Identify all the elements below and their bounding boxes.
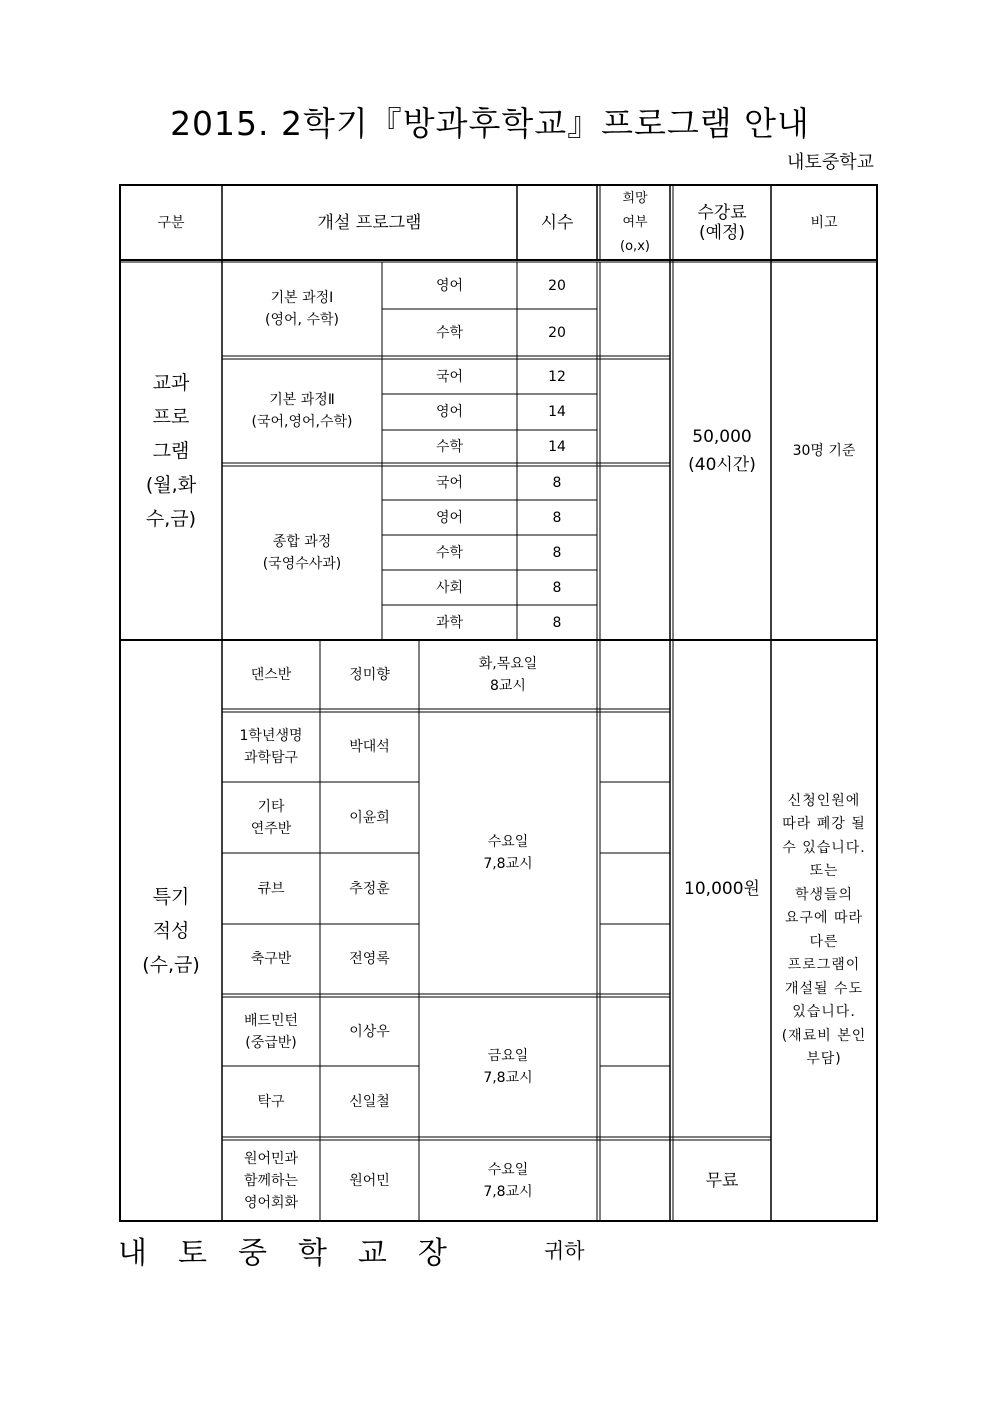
program-teacher: 정미향 [349, 666, 390, 683]
program-teacher: 전영록 [349, 951, 390, 967]
academic-label: 교과 프로 그램 (월,화 수,금) [145, 372, 197, 530]
program-name: 축구반 [250, 951, 292, 967]
program-name: 원어민과 함께하는 영어회화 [243, 1150, 299, 1211]
footer-principal: 내토중학교장 [118, 1236, 478, 1271]
program-name: 배드민턴 (중급반) [243, 1012, 299, 1051]
course2-name: 기본 과정Ⅱ (국어,영어,수학) [251, 392, 353, 430]
program-teacher: 추정훈 [349, 880, 390, 897]
academic-note: 30명 기준 [792, 443, 856, 459]
course1-name: 기본 과정Ⅰ (영어, 수학) [265, 290, 339, 328]
program-teacher: 이윤희 [349, 809, 390, 826]
header-wish: 희망 여부 (o,x) [620, 190, 650, 254]
special-fee: 10,000원 [684, 878, 760, 899]
page-title: 2015. 2학기『방과후학교』프로그램 안내 [170, 104, 810, 143]
course3-subject: 영어 [435, 509, 464, 526]
header-category: 구분 [157, 214, 185, 231]
course2-subject: 영어 [435, 404, 464, 420]
program-schedule: 수요일 7,8교시 [483, 1161, 533, 1200]
course3-hours: 8 [552, 579, 562, 596]
program-name: 큐브 [257, 880, 285, 897]
course3-subject: 과학 [435, 614, 464, 631]
course3-hours: 8 [552, 544, 562, 561]
course2-subject: 국어 [435, 368, 464, 385]
program-name: 기타 연주반 [250, 798, 292, 837]
program-name: 1학년생명 과학탐구 [239, 728, 303, 766]
program-schedule: 화,목요일 8교시 [478, 655, 538, 694]
program-schedule: 수요일 7,8교시 [483, 834, 533, 872]
program-teacher: 박대석 [349, 739, 390, 755]
program-teacher: 이상우 [349, 1023, 390, 1040]
course1-subject: 영어 [435, 277, 464, 294]
header-fee: 수강료 (예정) [697, 202, 747, 243]
course1-hours: 20 [548, 277, 566, 294]
special-label: 특기 적성 (수,금) [142, 885, 200, 976]
course2-hours: 14 [548, 438, 566, 455]
course1-hours: 20 [548, 324, 566, 341]
course3-hours: 8 [552, 614, 562, 631]
course3-subject: 수학 [435, 544, 464, 561]
academic-fee: 50,000 (40시간) [688, 427, 756, 475]
course2-hours: 14 [548, 404, 566, 420]
footer-honorific: 귀하 [544, 1239, 585, 1263]
header-note: 비고 [810, 214, 838, 231]
course2-hours: 12 [548, 368, 566, 385]
course3-subject: 국어 [435, 475, 464, 491]
course3-name: 종합 과정 (국영수사과) [262, 534, 342, 572]
course2-subject: 수학 [435, 438, 464, 455]
special-note: 신청인원에 따라 폐강 될 수 있습니다. 또는 학생들의 요구에 따라 다른 프로그램이 개설될 수도 있습니다. (재료비 본인 부담) [781, 792, 867, 1067]
header-program: 개설 프로그램 [317, 212, 422, 233]
course3-hours: 8 [552, 509, 562, 526]
program-name: 댄스반 [250, 666, 292, 683]
course3-hours: 8 [552, 475, 562, 491]
school-name: 내토중학교 [787, 152, 874, 173]
course3-subject: 사회 [435, 579, 464, 596]
header-hours: 시수 [540, 212, 574, 233]
program-teacher: 원어민 [349, 1172, 390, 1189]
program-name: 탁구 [257, 1093, 285, 1110]
program-schedule: 금요일 7,8교시 [483, 1048, 533, 1086]
program-teacher: 신일철 [349, 1093, 390, 1110]
course1-subject: 수학 [435, 324, 464, 341]
special-fee-free: 무료 [705, 1170, 739, 1191]
